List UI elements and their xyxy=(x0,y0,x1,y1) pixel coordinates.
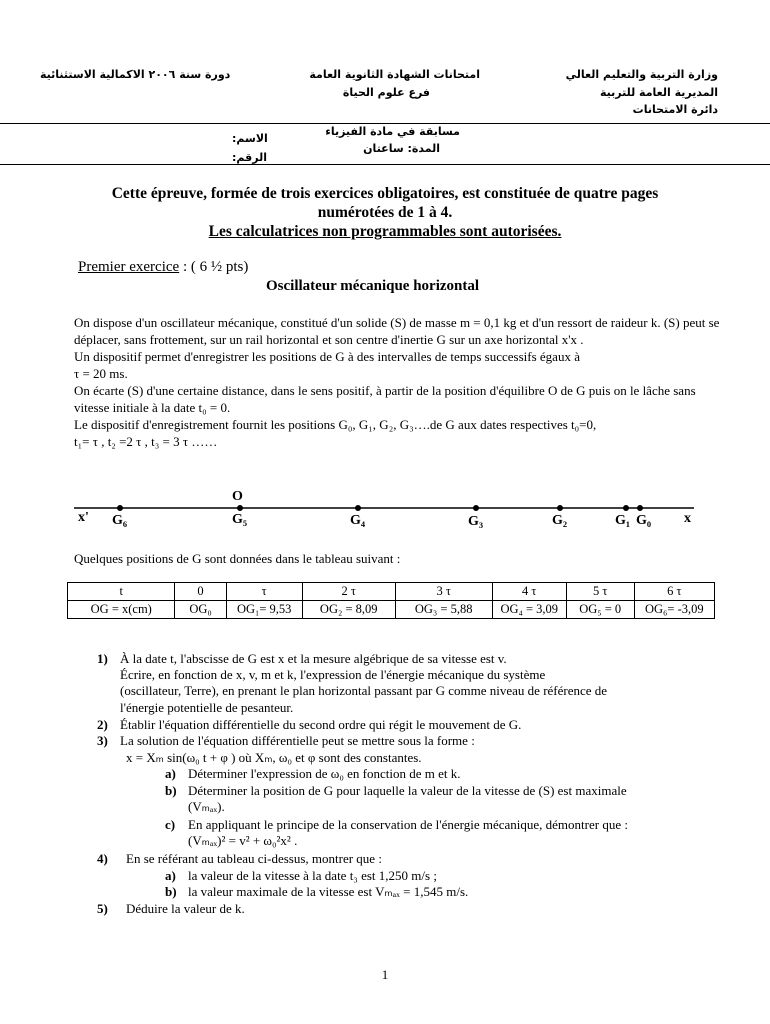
paragraph-4: Le dispositif d'enregistrement fournit les positions G₀, G₁, G₂, G₃….de G aux dates respectives t₀=0, xyxy=(74,417,597,432)
axis-left-label: x' xyxy=(78,510,89,525)
number-label: الرقم: xyxy=(232,151,267,164)
exercise-text xyxy=(74,314,724,450)
question-1-number: 1) xyxy=(97,651,108,666)
question-3c-line: En appliquant le principe de la conservation de l'énergie mécanique, démontrer que : xyxy=(188,817,628,832)
intro-line-1: Cette épreuve, formée de trois exercices obligatoires, est constituée de quatre pages xyxy=(111,185,659,202)
intro-block xyxy=(0,184,770,241)
table-cell: OG₃ = 5,88 xyxy=(395,601,492,619)
intro-line-3: Les calculatrices non programmables sont autorisées. xyxy=(208,223,562,240)
question-3a-label: a) xyxy=(165,766,176,781)
question-3c xyxy=(188,817,628,849)
question-3b xyxy=(188,783,627,815)
question-4-number: 4) xyxy=(97,851,108,866)
table-cell: OG₀ xyxy=(175,601,226,619)
question-3c-line: (Vₘₐₓ)² = v² + ω₀²x² . xyxy=(188,833,298,849)
table-row xyxy=(68,583,715,601)
question-5-number: 5) xyxy=(97,901,108,916)
question-1-line: Écrire, en fonction de x, v, m et k, l'expression de l'énergie mécanique du système xyxy=(120,667,546,683)
duration-label: المدة: ساعتان xyxy=(363,142,440,155)
paragraph-3: On écarte (S) d'une certaine distance, dans le sens positif, à partir de la position d'équilibre O de G puis on le lâche sans vitesse initiale à la date t₀ = 0. xyxy=(74,383,696,415)
exercise-points: : ( 6 ½ pts) xyxy=(179,259,249,275)
intro-line-2: numérotées de 1 à 4. xyxy=(317,204,453,221)
point-g2-dot xyxy=(557,505,563,511)
exercise-label: Premier exercice xyxy=(78,259,180,275)
table-cell: OG₄ = 3,09 xyxy=(492,601,566,619)
table-cell: OG₂ = 8,09 xyxy=(302,601,395,619)
point-g4-dot xyxy=(355,505,361,511)
axis-right-label: x xyxy=(684,511,691,526)
table-cell: t xyxy=(68,583,175,601)
axis-point-g3: G₃ xyxy=(468,514,484,529)
point-g5-dot xyxy=(237,505,243,511)
question-1-line: (oscillateur, Terre), en prenant le plan horizontal passant par G comme niveau de référence de xyxy=(120,683,608,699)
point-g1-dot xyxy=(623,505,629,511)
question-4: En se référant au tableau ci-dessus, montrer que : xyxy=(126,851,382,866)
positions-table xyxy=(67,582,715,619)
axis-point-g5: G₅ xyxy=(232,512,248,527)
table-cell: OG₁= 9,53 xyxy=(226,601,302,619)
question-3c-label: c) xyxy=(165,817,176,832)
question-3a: Déterminer l'expression de ω₀ en fonction de m et k. xyxy=(188,766,461,781)
table-cell: 5 τ xyxy=(566,583,634,601)
question-4b-label: b) xyxy=(165,884,177,899)
question-3b-label: b) xyxy=(165,783,177,798)
table-cell: OG₅ = 0 xyxy=(566,601,634,619)
point-g3-dot xyxy=(473,505,479,511)
question-3: La solution de l'équation différentielle peut se mettre sous la forme : xyxy=(120,733,475,748)
name-label: الاسم: xyxy=(232,132,268,145)
question-5: Déduire la valeur de k. xyxy=(126,901,245,916)
question-3b-line: (Vₘₐₓ). xyxy=(188,799,225,815)
subject-label: مسابقة في مادة الفيزياء xyxy=(325,125,460,138)
table-cell: OG₆= -3,09 xyxy=(634,601,714,619)
department-label: دائرة الامتحانات xyxy=(632,103,718,116)
table-cell: τ xyxy=(226,583,302,601)
exam-label: امتحانات الشهادة الثانوية العامة xyxy=(309,68,480,81)
axis-point-g1: G₁ xyxy=(615,513,631,528)
table-cell: OG = x(cm) xyxy=(68,601,175,619)
page-number: 1 xyxy=(381,967,389,982)
question-1-line: l'énergie potentielle de pesanteur. xyxy=(120,699,294,715)
point-g0-dot xyxy=(637,505,643,511)
branch-label: فرع علوم الحياة xyxy=(342,86,430,99)
session-label: دورة سنة ٢٠٠٦ الاكمالية الاستثنائية xyxy=(40,68,231,81)
axis-point-g2: G₂ xyxy=(552,513,568,528)
question-4a-label: a) xyxy=(165,868,176,883)
axis-point-g6: G₆ xyxy=(112,513,128,528)
header-bottom-rule xyxy=(0,164,770,165)
question-2-number: 2) xyxy=(97,717,108,732)
question-3b-line: Déterminer la position de G pour laquelle la valeur de la vitesse de (S) est maximale xyxy=(188,783,627,798)
question-4a: la valeur de la vitesse à la date t₃ est 1,250 m/s ; xyxy=(188,868,437,883)
question-4b: la valeur maximale de la vitesse est Vₘₐₓ = 1,545 m/s. xyxy=(188,884,469,899)
question-1 xyxy=(120,651,720,716)
table-intro: Quelques positions de G sont données dans le tableau suivant : xyxy=(74,551,401,566)
ministry-label: وزارة التربية والتعليم العالي xyxy=(565,68,718,81)
exercise-heading xyxy=(78,259,248,276)
header-top-rule xyxy=(0,123,770,124)
table-cell: 0 xyxy=(175,583,226,601)
point-g6-dot xyxy=(117,505,123,511)
axis-point-g0: G₀ xyxy=(636,513,652,528)
table-cell: 2 τ xyxy=(302,583,395,601)
axis-point-g4: G₄ xyxy=(350,513,366,528)
axis-origin-label: O xyxy=(232,489,243,504)
table-row xyxy=(68,601,715,619)
paragraph-2b: τ = 20 ms. xyxy=(74,366,128,381)
question-1-line: À la date t, l'abscisse de G est x et la mesure algébrique de sa vitesse est v. xyxy=(120,651,507,666)
table-cell: 6 τ xyxy=(634,583,714,601)
table-cell: 4 τ xyxy=(492,583,566,601)
directorate-label: المديرية العامة للتربية xyxy=(599,86,718,99)
exercise-title: Oscillateur mécanique horizontal xyxy=(266,278,480,294)
question-3-number: 3) xyxy=(97,733,108,748)
paragraph-4b: t₁= τ , t₂ =2 τ , t₃ = 3 τ …… xyxy=(74,434,218,449)
question-3-equation: x = Xₘ sin(ω₀ t + φ ) où Xₘ, ω₀ et φ sont des constantes. xyxy=(126,750,422,765)
table-cell: 3 τ xyxy=(395,583,492,601)
paragraph-2: Un dispositif permet d'enregistrer les positions de G à des intervalles de temps successifs égaux à xyxy=(74,349,580,364)
paragraph-1: On dispose d'un oscillateur mécanique, constitué d'un solide (S) de masse m = 0,1 kg et d'un ressort de raideur k. (S) peut se déplacer, sans frottement, sur un rail horizontal et son centre d'inertie G sur un axe horizontal x'x . xyxy=(74,315,720,347)
question-2: Établir l'équation différentielle du second ordre qui régit le mouvement de G. xyxy=(120,717,522,732)
